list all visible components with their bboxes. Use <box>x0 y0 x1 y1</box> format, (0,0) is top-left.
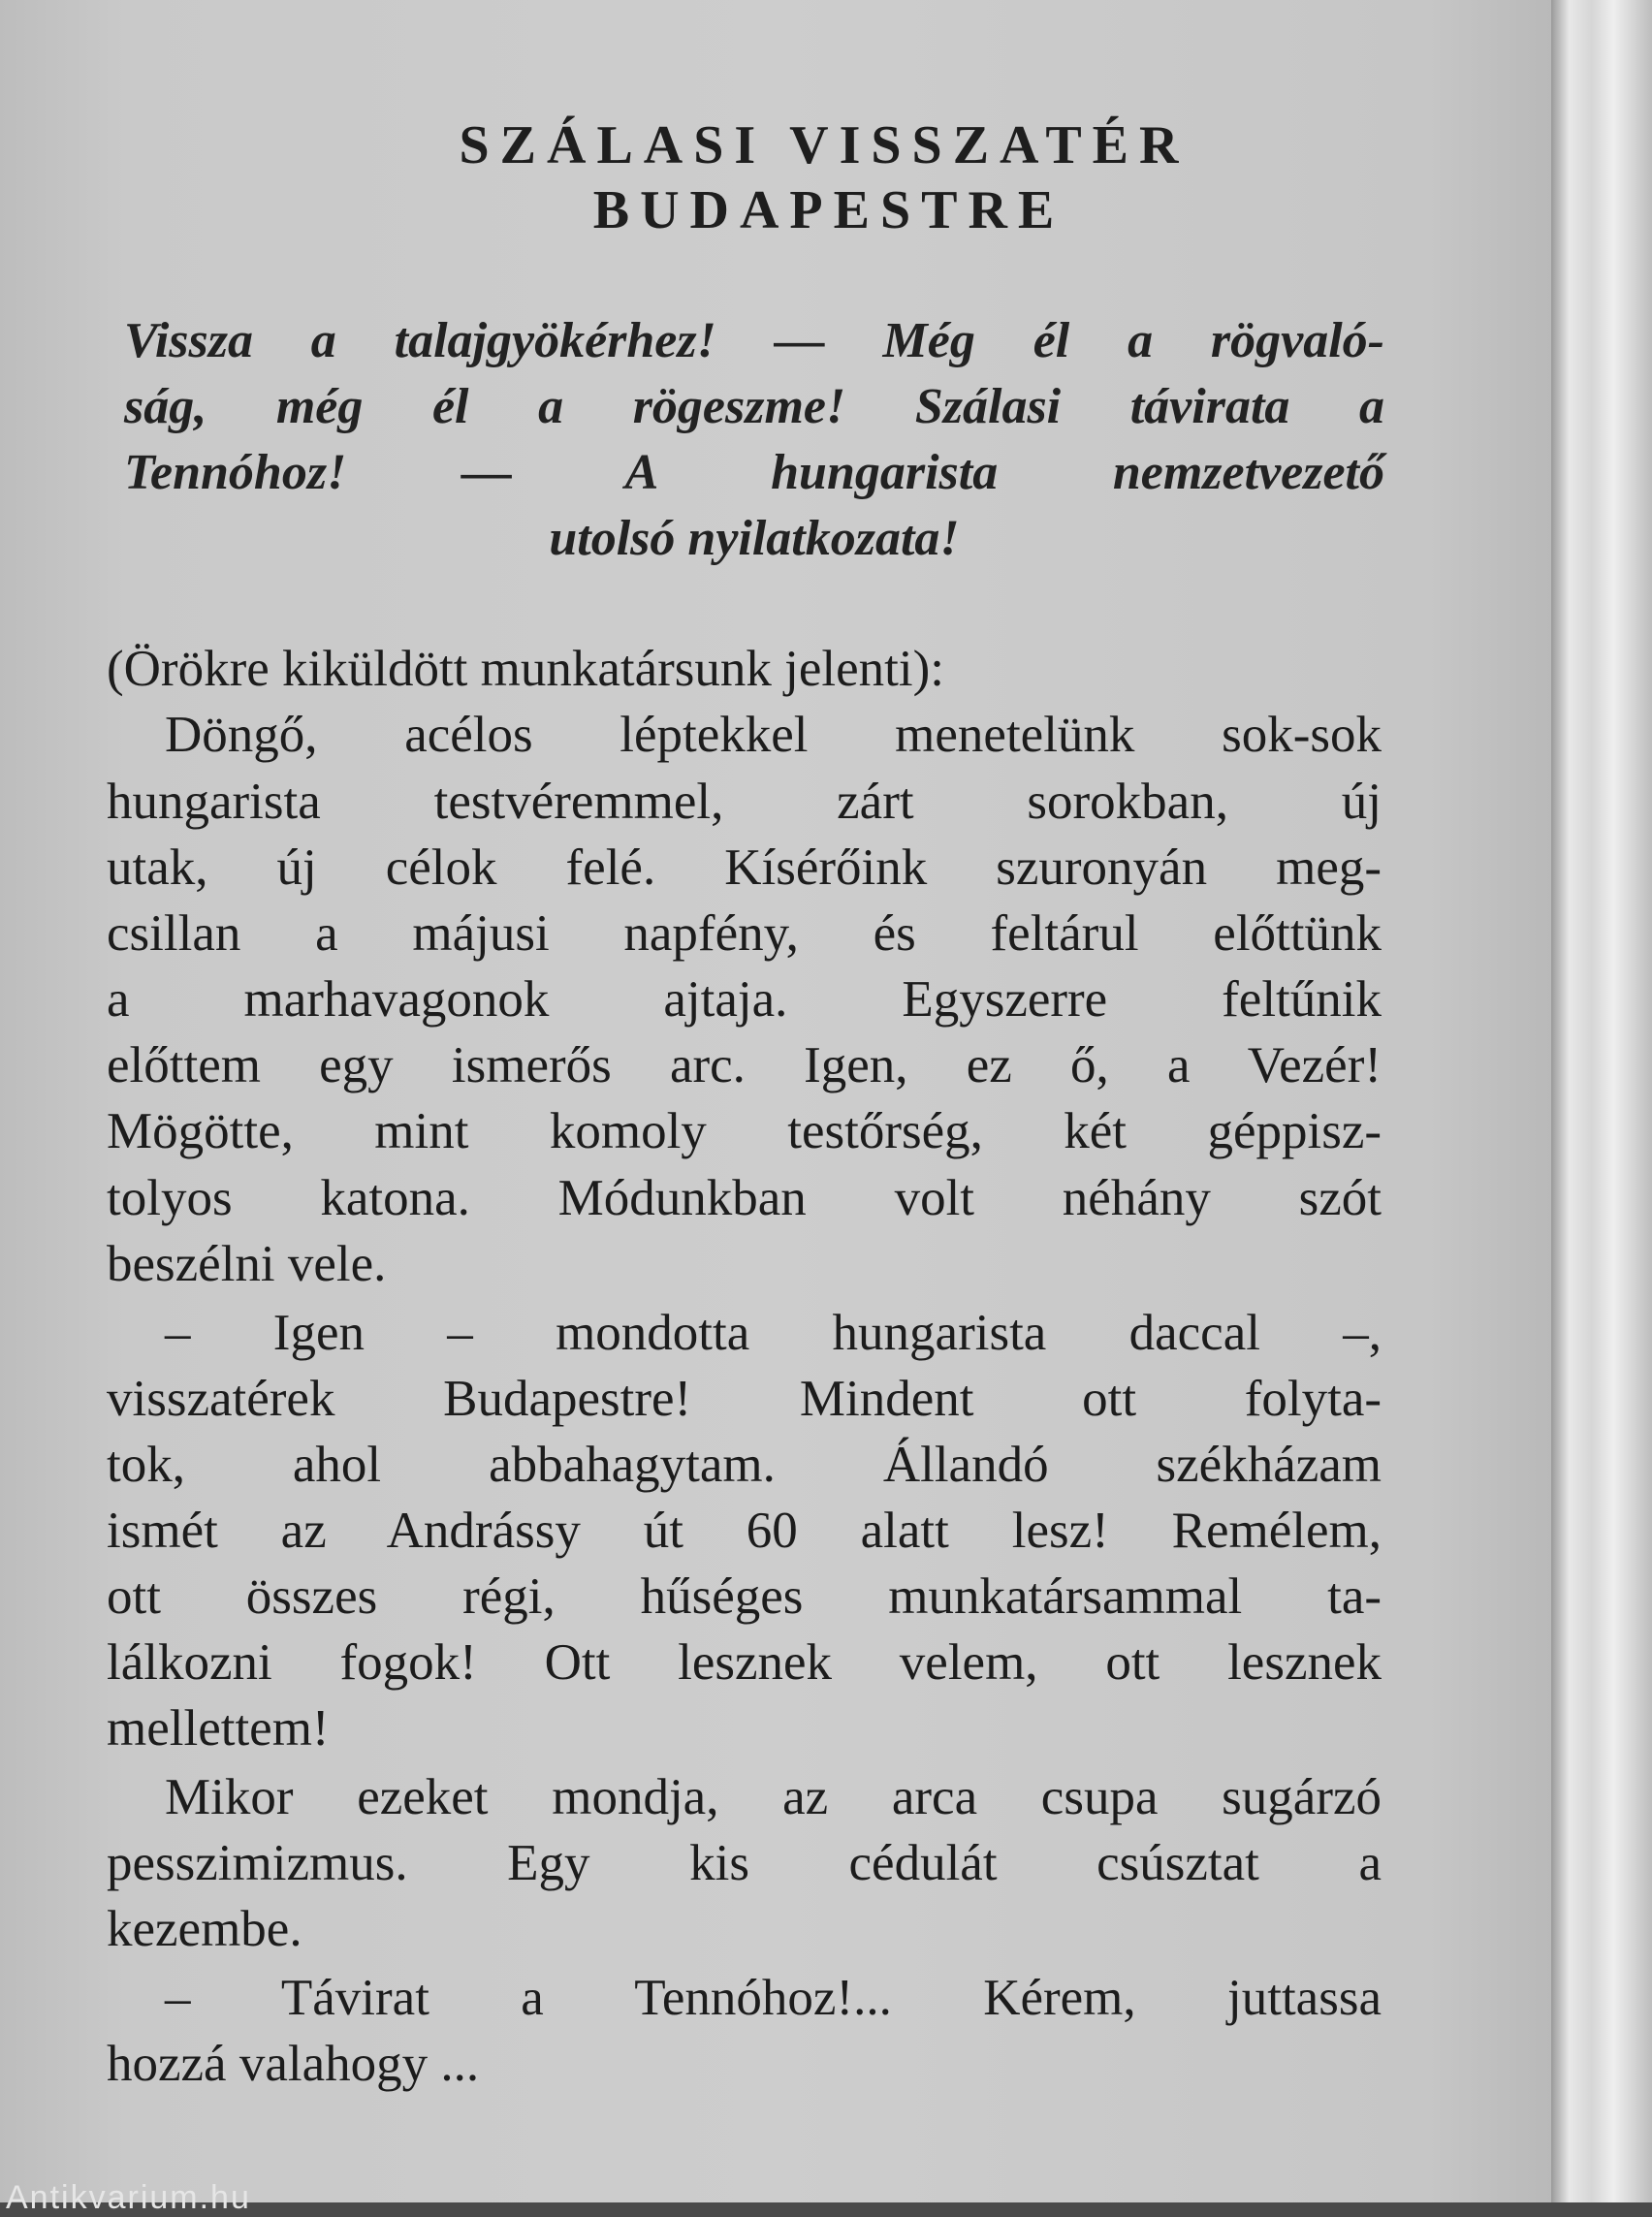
lead-line-3: Tennóhoz! — A hungarista nemzetvezető <box>124 445 1384 500</box>
body-line: Mikor ezeket mondja, az arca csupa sugárzó <box>165 1769 1382 1825</box>
body-line: kezembe. <box>107 1901 302 1957</box>
body-line: pesszimizmus. Egy kis cédulát csúsztat a <box>107 1835 1382 1891</box>
body-line: előttem egy ismerős arc. Igen, ez ő, a Vezér! <box>107 1037 1382 1093</box>
page-edge <box>1551 0 1652 2202</box>
body-line: csillan a májusi napfény, és feltárul előttünk <box>107 905 1382 962</box>
body-line: beszélni vele. <box>107 1236 387 1292</box>
article-title-line-1: SZÁLASI VISSZATÉR <box>459 115 1190 175</box>
body-line: lálkozni fogok! Ott lesznek velem, ott lesznek <box>107 1634 1382 1691</box>
body-line: Döngő, acélos léptekkel menetelünk sok-sok <box>165 707 1382 763</box>
lead-line-1: Vissza a talajgyökérhez! — Még él a rögvaló- <box>124 313 1384 368</box>
lead-line-2: ság, még él a rögeszme! Szálasi távirata a <box>124 379 1384 434</box>
article-title-line-2: BUDAPESTRE <box>592 180 1065 240</box>
watermark-text: Antikvarium.hu <box>6 2179 251 2216</box>
body-line: hungarista testvéremmel, zárt sorokban, új <box>107 774 1382 830</box>
body-line: Mögötte, mint komoly testőrség, két géppisz- <box>107 1103 1382 1159</box>
body-line: – Igen – mondotta hungarista daccal –, <box>165 1305 1382 1361</box>
body-line: visszatérek Budapestre! Mindent ott folyta- <box>107 1371 1382 1427</box>
body-line: ott összes régi, hűséges munkatársammal ta- <box>107 1568 1382 1625</box>
body-line: hozzá valahogy ... <box>107 2036 480 2092</box>
body-line: mellettem! <box>107 1700 330 1757</box>
body-line: tok, ahol abbahagytam. Állandó székházam <box>107 1437 1382 1493</box>
body-line: tolyos katona. Módunkban volt néhány szót <box>107 1170 1382 1226</box>
lead-line-4: utolsó nyilatkozata! <box>549 511 960 566</box>
body-line: (Örökre kiküldött munkatársunk jelenti): <box>107 641 944 697</box>
body-line: – Távirat a Tennóhoz!... Kérem, juttassa <box>165 1970 1382 2026</box>
body-line: ismét az Andrássy út 60 alatt lesz! Remélem, <box>107 1503 1382 1559</box>
body-line: utak, új célok felé. Kísérőink szuronyán meg- <box>107 839 1382 896</box>
body-line: a marhavagonok ajtaja. Egyszerre feltűnik <box>107 971 1382 1028</box>
